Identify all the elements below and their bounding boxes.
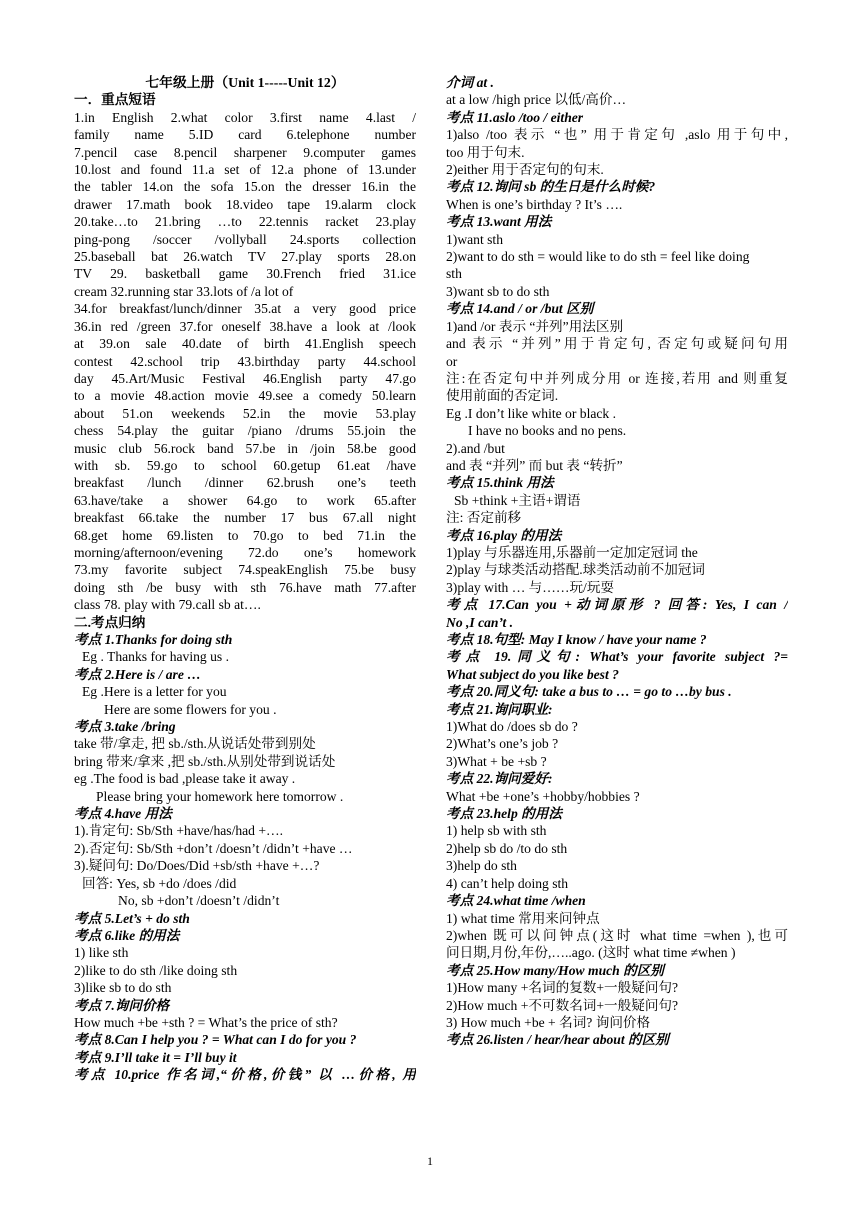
point-heading: 考点 5.Let’s + do sth: [74, 910, 190, 926]
text-line: 1) like sth: [74, 945, 129, 961]
text-line: bring 带来/拿来 ,把 sb./sth.从别处带到说话处: [74, 753, 336, 769]
text-line: 10.lost and found 11.a set of 12.a phone of 13.under: [74, 162, 416, 178]
point-heading: 考点 15.think 用法: [446, 475, 554, 491]
text-line: sth: [446, 266, 462, 282]
text-line: 2)What’s one’s job ?: [446, 736, 559, 752]
text-line: Here are some flowers for you .: [104, 701, 277, 717]
text-line: 20.take…to 21.bring …to 22.tennis racket 23.play: [74, 214, 416, 230]
text-line: No, sb +don’t /doesn’t /didn’t: [118, 893, 280, 909]
text-line: 3)like sb to do sth: [74, 980, 172, 996]
text-line: or: [446, 353, 458, 369]
text-line: 2)play 与球类活动搭配.球类活动前不加冠词: [446, 562, 706, 578]
point-heading: 考点 12.询问 sb 的生日是什么时候?: [446, 179, 656, 195]
text-line: 1)want sth: [446, 231, 504, 247]
point-heading: 考点 22.询问爱好:: [446, 771, 553, 787]
point-heading: 考点 9.I’ll take it = I’ll buy it: [74, 1049, 237, 1065]
text-line: 1)How many +名词的复数+一般疑问句?: [446, 980, 679, 996]
left-column: [74, 74, 416, 1084]
text-line: Eg . Thanks for having us .: [82, 649, 229, 665]
point-heading: 考点 19.同义句: What’s your favorite subject ?=: [446, 649, 788, 665]
text-line: chess 54.play the guitar /piano /drums 55.join the: [74, 423, 416, 439]
point-heading: 介词 at .: [446, 75, 494, 90]
point-heading: 考点 24.what time /when: [446, 893, 586, 909]
point-heading: 考点 3.take /bring: [74, 719, 176, 735]
text-line: too 用于句末.: [446, 144, 525, 160]
point-heading: 考点 18.句型: May I know / have your name ?: [446, 632, 707, 647]
text-line: 63.have/take a shower 64.go to work 65.after: [74, 492, 416, 508]
text-line: 68.get home 69.listen to 70.go to bed 71.in the: [74, 527, 416, 543]
text-line: Sb +think +主语+谓语: [454, 492, 581, 508]
text-line: and 表示 “并列”用于肯定句, 否定句或疑问句用: [446, 336, 788, 352]
text-line: 2).and /but: [446, 440, 505, 456]
text-line: to a movie 48.action movie 49.see a comedy 50.learn: [74, 388, 416, 404]
point-heading: 考点 23.help 的用法: [446, 806, 562, 822]
point-heading: What subject do you like best ?: [446, 666, 619, 682]
text-line: class 78. play with 79.call sb at….: [74, 597, 261, 613]
text-line: and 表 “并列” 而 but 表 “转折”: [446, 457, 623, 473]
page-number: 1: [427, 1154, 433, 1168]
point-heading: 考点 2.Here is / are …: [74, 666, 201, 682]
text-line: at 39.on sale 40.date of birth 41.English speech: [74, 336, 416, 352]
text-line: 34.for breakfast/lunch/dinner 35.at a very good price: [74, 301, 416, 317]
text-line: 2)help sb do /to do sth: [446, 840, 568, 856]
point-heading: 考点 1.Thanks for doing sth: [74, 632, 233, 647]
point-heading: 考点 8.Can I help you ? = What can I do for you ?: [74, 1032, 357, 1048]
text-line: music club 56.rock band 57.be in /join 58.be good: [74, 440, 416, 456]
text-line: 1).肯定句: Sb/Sth +have/has/had +….: [74, 823, 284, 839]
text-line: doing sth /be busy with sth 76.have math 77.after: [74, 579, 416, 595]
text-line: 1)also /too 表示 “也” 用于肯定句 ,aslo 用于句中,: [446, 127, 788, 143]
point-heading: 考点 26.listen / hear/hear about 的区别: [446, 1032, 669, 1048]
text-line: 使用前面的否定词.: [446, 388, 559, 404]
text-line: 2)when 既可以问钟点(这时 what time =when ),也可: [446, 927, 788, 943]
text-line: 1)What do /does sb do ?: [446, 719, 578, 735]
text-line: 7.pencil case 8.pencil sharpener 9.computer games: [74, 144, 416, 160]
text-line: 2)either 用于否定句的句末.: [446, 162, 604, 178]
text-line: 2)like to do sth /like doing sth: [74, 962, 238, 978]
point-heading: 考点 7.询问价格: [74, 997, 170, 1013]
text-line: When is one’s birthday ? It’s ….: [446, 196, 623, 212]
text-line: family name 5.ID card 6.telephone number: [74, 127, 416, 143]
text-line: What +be +one’s +hobby/hobbies ?: [446, 788, 640, 804]
text-line: 3)want sb to do sth: [446, 283, 550, 299]
text-line: Please bring your homework here tomorrow .: [96, 788, 344, 804]
point-heading: 考点 4.have 用法: [74, 806, 172, 822]
text-line: 2).否定句: Sb/Sth +don’t /doesn’t /didn’t +have …: [74, 840, 353, 856]
point-heading: 考点 13.want 用法: [446, 214, 552, 230]
text-line: drawer 17.math book 18.video tape 19.alarm clock: [74, 196, 416, 212]
text-line: breakfast /lunch /dinner 62.brush one’s teeth: [74, 475, 416, 491]
text-line: 1) help sb with sth: [446, 823, 547, 839]
point-heading: 考点 16.play 的用法: [446, 527, 562, 543]
right-column: [446, 74, 788, 1049]
text-line: 3)play with … 与……玩/玩耍: [446, 579, 615, 595]
text-line: about 51.on weekends 52.in the movie 53.play: [74, 405, 416, 421]
text-line: eg .The food is bad ,please take it away .: [74, 771, 296, 787]
point-heading: 考点 6.like 的用法: [74, 927, 180, 943]
text-line: How much +be +sth ? = What’s the price of sth?: [74, 1014, 338, 1030]
text-line: Eg .Here is a letter for you: [82, 684, 227, 700]
text-line: day 45.Art/Music Festival 46.English party 47.go: [74, 370, 416, 386]
text-line: 注: 否定前移: [446, 510, 522, 526]
text-line: at a low /high price 以低/高价…: [446, 92, 627, 108]
text-line: 问日期,月份,年份,…..ago. (这时 what time ≠when ): [446, 945, 736, 961]
text-line: breakfast 66.take the number 17 bus 67.all night: [74, 510, 416, 526]
text-line: 3)What + be +sb ?: [446, 753, 547, 769]
text-line: 25.baseball bat 26.watch TV 27.play sports 28.on: [74, 249, 416, 265]
text-line: 注:在否定句中并列成分用 or 连接,若用 and 则重复: [446, 370, 788, 386]
point-heading: 考点 11.aslo /too / either: [446, 109, 584, 125]
text-line: 36.in red /green 37.for oneself 38.have a look at /look: [74, 318, 416, 334]
text-line: 3) How much +be + 名词? 询问价格: [446, 1014, 651, 1030]
text-line: 1.in English 2.what color 3.first name 4.last /: [74, 109, 416, 125]
text-line: with sb. 59.go to school 60.getup 61.eat /have: [74, 457, 416, 473]
point-heading: 考点 10.price 作名词,“价格,价钱” 以 …价格, 用: [74, 1067, 416, 1083]
point-heading: 考点 21.询问职业:: [446, 701, 553, 717]
text-line: ping-pong /soccer /vollyball 24.sports collection: [74, 231, 416, 247]
point-heading: 考点 25.How many/How much 的区别: [446, 962, 664, 978]
point-heading: No ,I can’t .: [446, 614, 514, 630]
text-line: Eg .I don’t like white or black .: [446, 405, 617, 421]
text-line: 1) what time 常用来问钟点: [446, 910, 600, 926]
section-heading: 二.考点归纳: [74, 614, 146, 630]
text-line: 4) can’t help doing sth: [446, 875, 569, 891]
document-title: 七年级上册（Unit 1-----Unit 12）: [145, 75, 345, 90]
section-heading: 一．重点短语: [74, 92, 156, 108]
text-line: cream 32.running star 33.lots of /a lot of: [74, 283, 294, 299]
text-line: I have no books and no pens.: [468, 423, 627, 439]
text-line: 回答: Yes, sb +do /does /did: [82, 875, 237, 891]
text-line: TV 29. basketball game 30.French fried 31.ice: [74, 266, 416, 282]
point-heading: 考点 17.Can you +动词原形 ? 回答: Yes, I can /: [446, 597, 788, 613]
text-line: 1)play 与乐器连用,乐器前一定加定冠词 the: [446, 544, 698, 560]
text-line: take 带/拿走, 把 sb./sth.从说话处带到别处: [74, 736, 316, 752]
text-line: contest 42.school trip 43.birthday party 44.school: [74, 353, 416, 369]
point-heading: 考点 14.and / or /but 区别: [446, 301, 594, 317]
text-line: 2)want to do sth = would like to do sth = feel like doing: [446, 249, 750, 265]
text-line: morning/afternoon/evening 72.do one’s homework: [74, 544, 416, 560]
text-line: 3)help do sth: [446, 858, 517, 874]
point-heading: 考点 20.同义句: take a bus to … = go to …by bus .: [446, 684, 732, 700]
text-line: 3).疑问句: Do/Does/Did +sb/sth +have +…?: [74, 858, 320, 874]
text-line: the tabler 14.on the sofa 15.on the dresser 16.in the: [74, 179, 416, 195]
text-line: 1)and /or 表示 “并列”用法区别: [446, 318, 624, 334]
text-line: 2)How much +不可数名词+一般疑问句?: [446, 997, 679, 1013]
text-line: 73.my favorite subject 74.speakEnglish 75.be busy: [74, 562, 416, 578]
